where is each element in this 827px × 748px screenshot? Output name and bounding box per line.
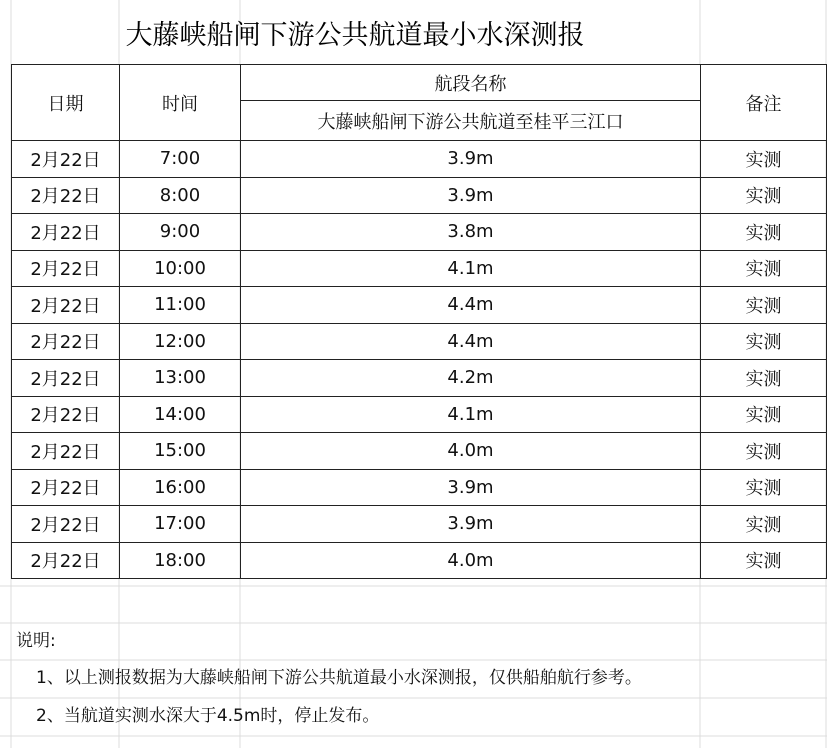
cell-date: 2月22日: [12, 506, 120, 543]
cell-date: 2月22日: [12, 287, 120, 324]
cell-date: 2月22日: [12, 542, 120, 579]
table-row: [12, 506, 827, 543]
cell-time: 12:00: [120, 323, 241, 360]
cell-note: 实测: [701, 469, 827, 506]
header-date: 日期: [12, 65, 120, 141]
cell-depth: 3.9m: [241, 506, 701, 543]
cell-depth: 4.4m: [241, 287, 701, 324]
header-section-name: 航段名称: [241, 65, 701, 101]
cell-time: 14:00: [120, 396, 241, 433]
cell-date: 2月22日: [12, 323, 120, 360]
cell-note: 实测: [701, 287, 827, 324]
notes-label: 说明:: [16, 631, 56, 651]
cell-time: 11:00: [120, 287, 241, 324]
cell-date: 2月22日: [12, 469, 120, 506]
cell-time: 7:00: [120, 141, 241, 178]
cell-note: 实测: [701, 177, 827, 214]
table-row: [12, 469, 827, 506]
cell-date: 2月22日: [12, 396, 120, 433]
table-row: [12, 323, 827, 360]
table-row: [12, 360, 827, 397]
table-row: [12, 141, 827, 178]
cell-note: 实测: [701, 396, 827, 433]
header-remarks: 备注: [701, 65, 827, 141]
cell-date: 2月22日: [12, 177, 120, 214]
cell-depth: 3.9m: [241, 469, 701, 506]
cell-depth: 3.9m: [241, 141, 701, 178]
cell-time: 10:00: [120, 250, 241, 287]
cell-time: 8:00: [120, 177, 241, 214]
cell-time: 17:00: [120, 506, 241, 543]
table-row: [12, 396, 827, 433]
cell-date: 2月22日: [12, 141, 120, 178]
cell-depth: 3.9m: [241, 177, 701, 214]
cell-time: 9:00: [120, 214, 241, 251]
cell-note: 实测: [701, 141, 827, 178]
note-item: 1、以上测报数据为大藤峡船闸下游公共航道最小水深测报，仅供船舶航行参考。: [36, 668, 642, 688]
table-row: [12, 177, 827, 214]
cell-depth: 4.0m: [241, 433, 701, 470]
cell-note: 实测: [701, 360, 827, 397]
header-section-value: 大藤峡船闸下游公共航道至桂平三江口: [241, 101, 701, 141]
cell-depth: 3.8m: [241, 214, 701, 251]
table-row: [12, 542, 827, 579]
cell-note: 实测: [701, 542, 827, 579]
cell-time: 15:00: [120, 433, 241, 470]
cell-date: 2月22日: [12, 214, 120, 251]
cell-date: 2月22日: [12, 250, 120, 287]
cell-note: 实测: [701, 250, 827, 287]
header-time: 时间: [120, 65, 241, 141]
cell-depth: 4.2m: [241, 360, 701, 397]
cell-time: 13:00: [120, 360, 241, 397]
table-row: [12, 214, 827, 251]
cell-depth: 4.1m: [241, 250, 701, 287]
cell-date: 2月22日: [12, 360, 120, 397]
cell-time: 16:00: [120, 469, 241, 506]
cell-depth: 4.0m: [241, 542, 701, 579]
water-depth-table: [11, 64, 827, 579]
cell-time: 18:00: [120, 542, 241, 579]
cell-depth: 4.4m: [241, 323, 701, 360]
table-row: [12, 433, 827, 470]
table-row: [12, 287, 827, 324]
note-item: 2、当航道实测水深大于4.5m时，停止发布。: [36, 706, 380, 726]
table-row: [12, 250, 827, 287]
page-title: 大藤峡船闸下游公共航道最小水深测报: [125, 20, 585, 51]
cell-depth: 4.1m: [241, 396, 701, 433]
cell-note: 实测: [701, 506, 827, 543]
cell-date: 2月22日: [12, 433, 120, 470]
cell-note: 实测: [701, 433, 827, 470]
cell-note: 实测: [701, 323, 827, 360]
cell-note: 实测: [701, 214, 827, 251]
